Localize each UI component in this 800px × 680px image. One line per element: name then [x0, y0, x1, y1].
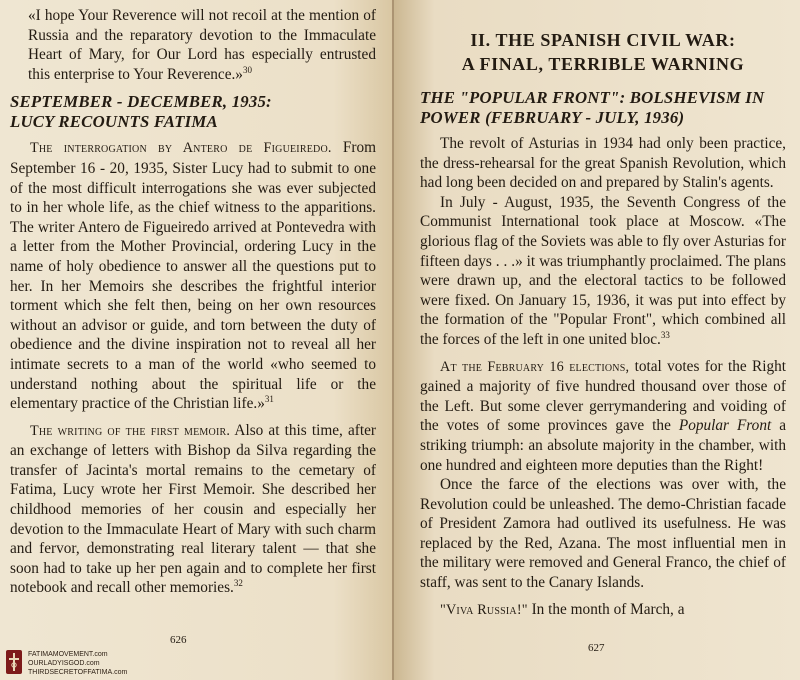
right-column — [420, 6, 786, 620]
quote-paragraph — [10, 6, 376, 84]
footnote-ref: 32 — [233, 578, 243, 589]
section-heading-line2: POWER (FEBRUARY - JULY, 1936) — [420, 108, 685, 127]
page-number: 627 — [588, 642, 605, 654]
paragraph-lead: "Viva Russia!" — [440, 601, 528, 618]
quote-text: «I hope Your Reverence will not recoil at the mention of Russia and the reparatory devotion to the Immaculate Heart of Mary, for Our Lord has especially entrusted this enterprise to Your Reverence.» — [28, 7, 376, 83]
paragraph-text: In the month of March, a — [527, 600, 685, 618]
watermark-line: FATIMAMOVEMENT.com — [28, 651, 108, 658]
chapter-title-line2: A FINAL, TERRIBLE WARNING — [461, 54, 745, 74]
paragraph-lead: At the February 16 elections, — [440, 358, 630, 375]
right-page — [394, 0, 800, 680]
emphasis-text: Popular Front — [678, 417, 772, 435]
footnote-ref: 31 — [264, 394, 274, 404]
section-heading — [420, 88, 786, 128]
paragraph-elections — [420, 357, 786, 476]
paragraph-first-memoir — [10, 421, 376, 598]
paragraph-viva-russia — [420, 600, 786, 621]
page-number: 626 — [170, 634, 187, 646]
left-page — [0, 0, 392, 680]
paragraph-text: In July - August, 1935, the Seventh Congress of the Communist International took place at Moscow. «The glorious flag of the Soviets was able to fly over Asturias for fifteen days . . .» it was triumphantly proclaimed. The plans were drawn up, and the electoral tactics to be followed were fixed. On January 15, 1936, it was put into effect by the formation of the "Popular Front", which combined all the forces of the left in one united bloc. — [420, 193, 786, 348]
section-heading — [10, 92, 376, 132]
chapter-title-line1: II. THE SPANISH CIVIL WAR: — [470, 30, 736, 50]
section-heading-line1: THE "POPULAR FRONT": BOLSHEVISM IN — [420, 88, 765, 107]
left-column — [10, 6, 376, 598]
paragraph-asturias: The revolt of Asturias in 1934 had only been practice, the dress-rehearsal for the great Spanish Revolution, which had long been decided on and prepared by Stalin's agents. — [420, 135, 786, 192]
paragraph-text: Also at this time, after an exchange of letters with Bishop da Silva regarding the transfer of Jacinta's mortal remains to the cemetary of Fatima, Lucy wrote her First Memoir. She described her childhood memories of her cousin and especially her devotion to the Immaculate Heart of Mary with such charm and fervor, demonstrating real literary talent — that she soon had to take up her pen again and to complete her first notebook and recall other memories. — [10, 421, 376, 597]
shield-logo-icon — [6, 650, 22, 674]
footnote-ref: 33 — [660, 329, 670, 340]
paragraph-text: a striking triumph: an absolute majority in the chamber, with one hundred and eighteen more deputies than the Right! — [420, 417, 786, 474]
paragraph-text: total votes for the Right gained a majority of five hundred thousand over those of the Left. But some clever gerrymandering and voiding of the votes of some provinces gave the — [420, 357, 787, 435]
watermark-line: OURLADYISGOD.com — [28, 660, 100, 667]
paragraph-interrogation — [10, 138, 376, 413]
paragraph-lead: The interrogation by Antero de Figueiredo. — [30, 140, 332, 157]
paragraph-revolution: Once the farce of the elections was over with, the Revolution could be unleashed. The demo-Christian facade of President Zamora had outlived its usefulness. He was replaced by the Red, Azana. The most influential men in the military were removed and General Franco, the chief of staff, was sent to the Canary Islands. — [420, 476, 786, 592]
watermark-line: THIRDSECRETOFFATIMA.com — [28, 669, 128, 676]
paragraph-lead: The writing of the first memoir. — [30, 422, 231, 439]
section-heading-line2: LUCY RECOUNTS FATIMA — [10, 112, 218, 132]
section-heading-line1: SEPTEMBER - DECEMBER, 1935: — [10, 92, 272, 112]
paragraph-comintern — [420, 193, 786, 350]
paragraph-text: From September 16 - 20, 1935, Sister Lucy had to submit to one of the most difficult interrogations she was ever subjected to in her whole life, as the chief witness to the apparitions. The writer Antero de Figueiredo arrived at Pontevedra with a letter from the Mother Provincial, ordering Lucy in the name of holy obedience to answer all the questions put to her. In her Memoirs she describes the frightful interior torment which she felt then, being on her own resources without an advisor or guide, and torn between the duty of obedience and the divine inspiration not to reveal all her intimate secrets to a man of the world «who seemed to understand nothing about the spiritual life or the elementary practice of the Christian life.» — [10, 139, 376, 413]
footnote-ref: 30 — [242, 64, 252, 75]
